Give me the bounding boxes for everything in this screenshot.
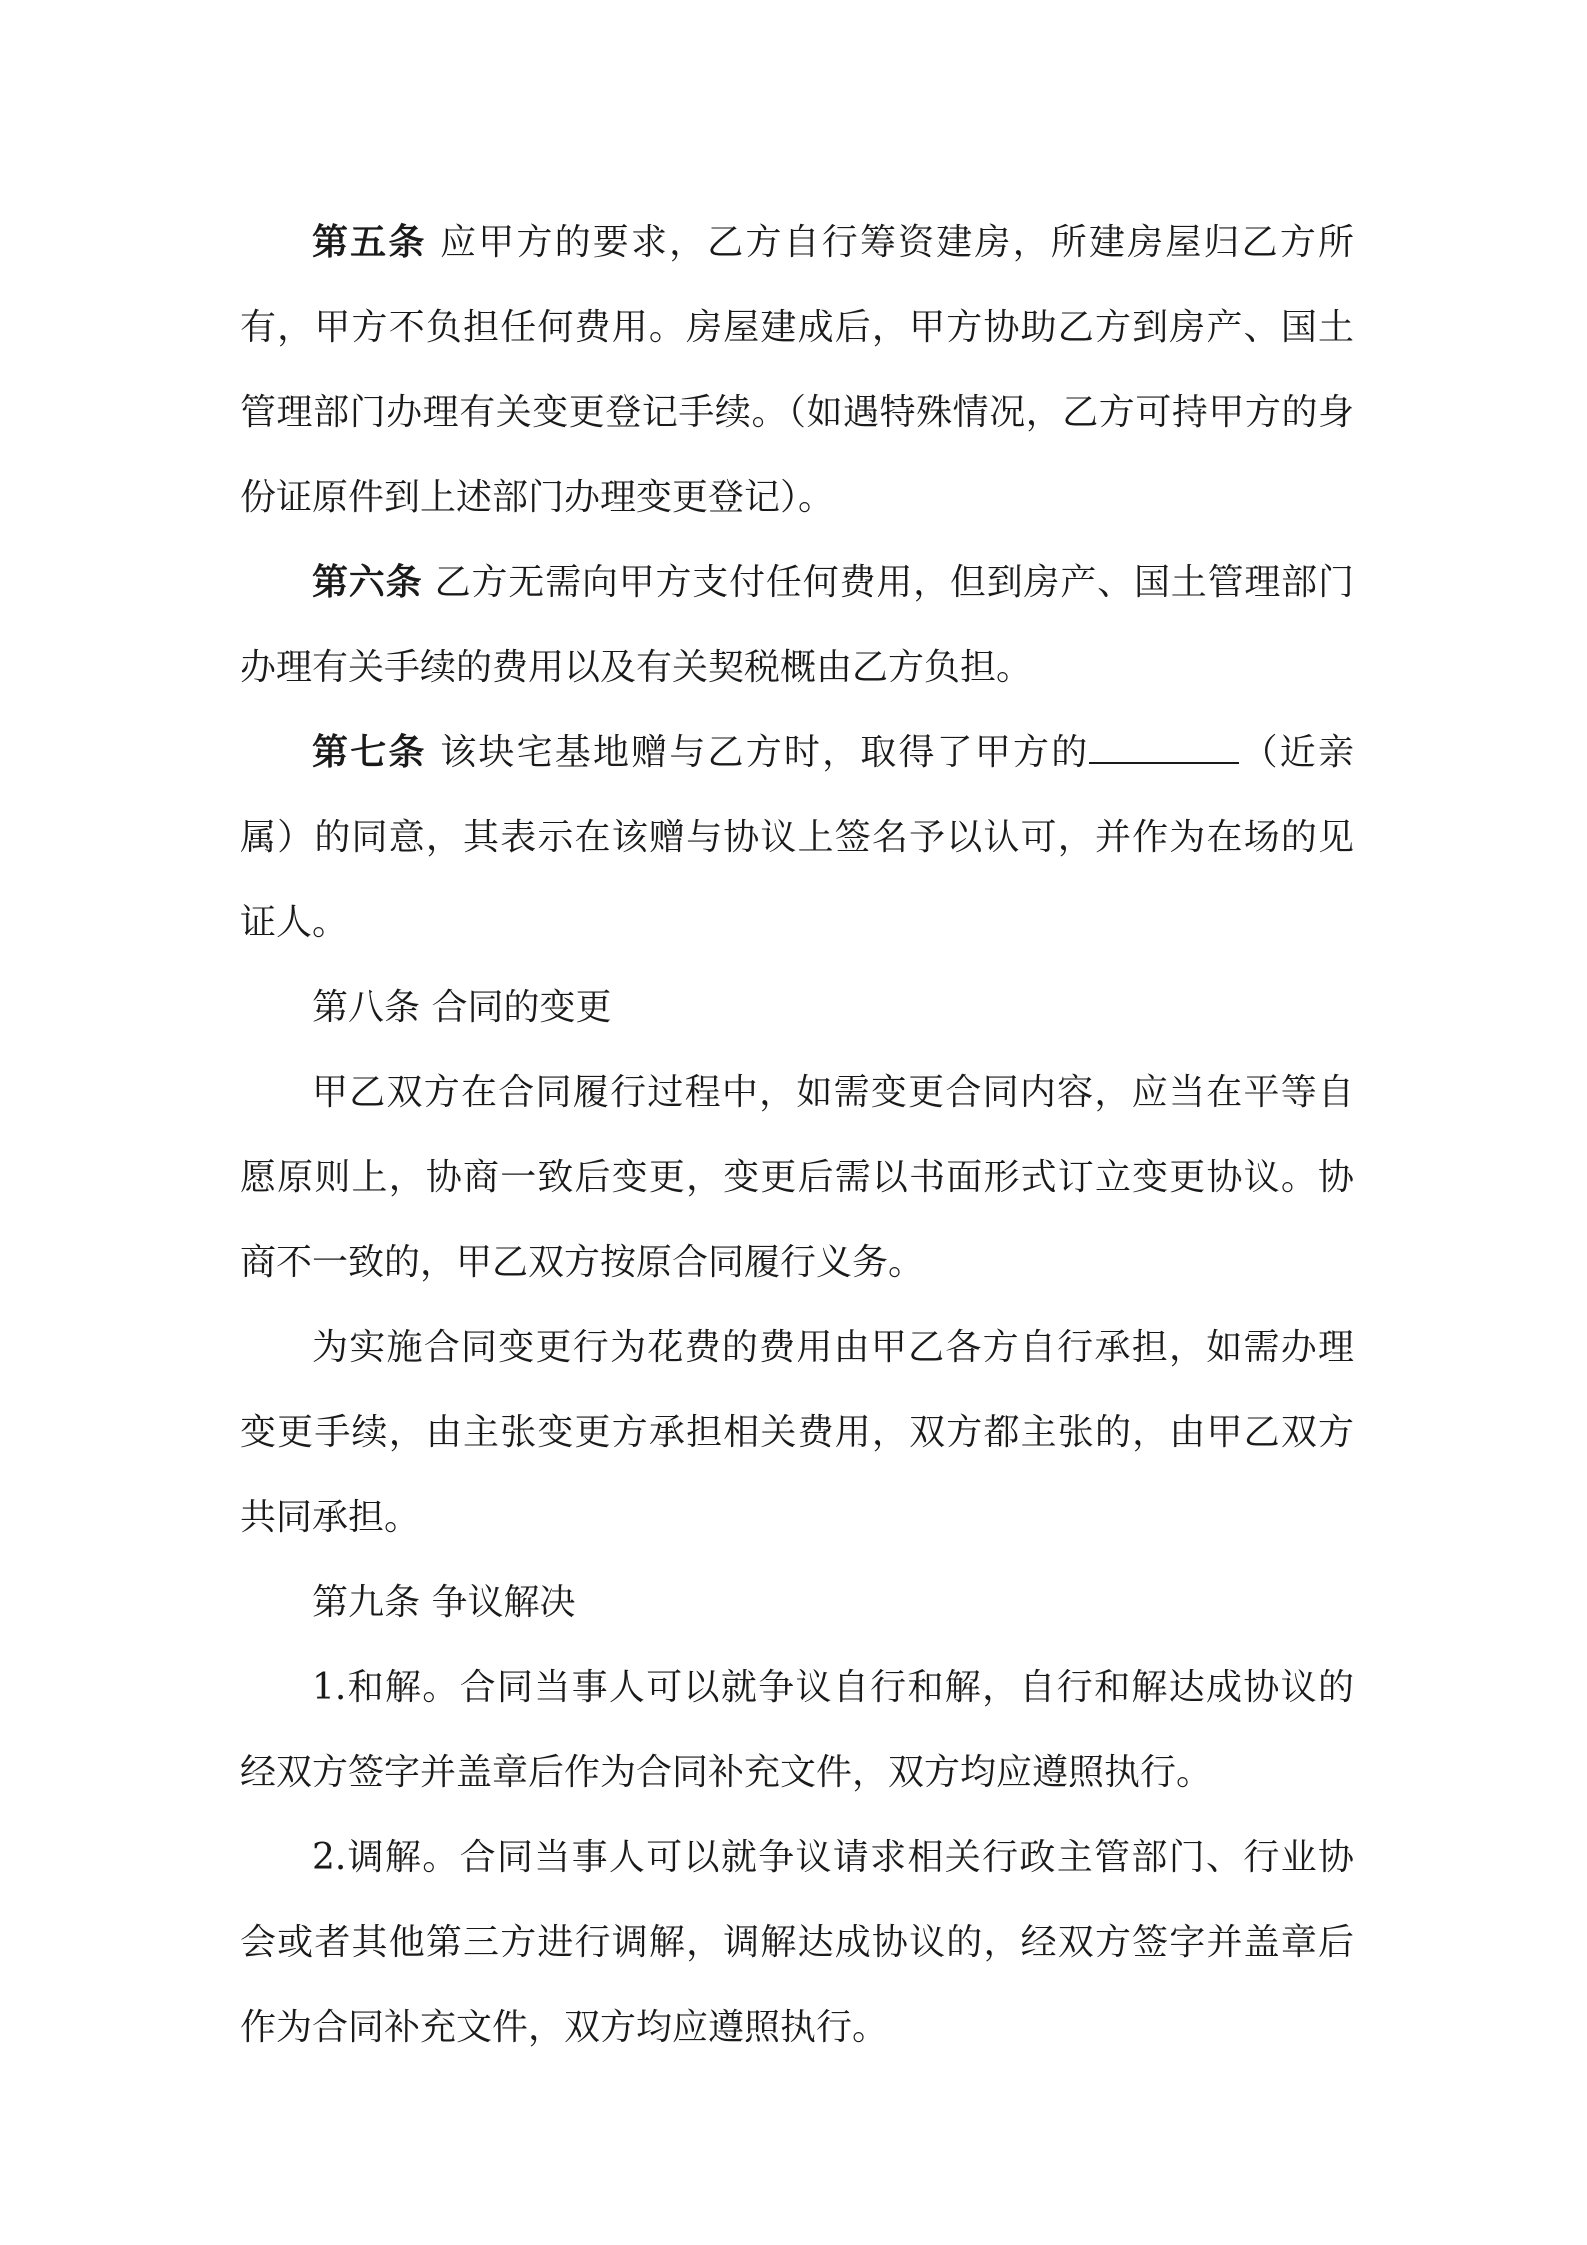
article-5-heading: 第五条 [312,221,427,263]
article-9-paragraph: 2.调解。合同当事人可以就争议请求相关行政主管部门、行业协会或者其他第三方进行调解，调解达成协议的，经双方签字并盖章后作为合同补充文件，双方均应遵照执行。 [240,1837,1354,2048]
article-9-paragraph: 1.和解。合同当事人可以就争议自行和解，自行和解达成协议的经双方签字并盖章后作为合同补充文件，双方均应遵照执行。 [240,1667,1354,1793]
article-9-title [240,1560,1354,1645]
article-8-paragraph: 甲乙双方在合同履行过程中，如需变更合同内容，应当在平等自愿原则上，协商一致后变更，变更后需以书面形式订立变更协议。协商不一致的，甲乙双方按原合同履行义务。 [240,1072,1354,1283]
article-6-heading: 第六条 [312,561,423,603]
article-7 [240,710,1354,965]
article-9-title-text: 争议解决 [420,1582,576,1623]
article-6 [240,540,1354,710]
article-8-title [240,965,1354,1050]
article-8-title-text: 合同的变更 [420,987,612,1028]
relative-name-blank [1089,734,1239,764]
article-9-heading: 第九条 [312,1582,421,1623]
article-8-paragraph: 为实施合同变更行为花费的费用由甲乙各方自行承担，如需办理变更手续，由主张变更方承担相关费用，双方都主张的，由甲乙双方共同承担。 [240,1327,1354,1538]
article-7-heading: 第七条 [312,731,427,773]
document-body [240,200,1354,2070]
article-6-text: 乙方无需向甲方支付任何费用，但到房产、国土管理部门办理有关手续的费用以及有关契税概由乙方负担。 [240,562,1354,688]
article-8-heading: 第八条 [312,987,421,1028]
article-5 [240,200,1354,540]
article-5-text: 应甲方的要求，乙方自行筹资建房，所建房屋归乙方所有，甲方不负担任何费用。房屋建成后，甲方协助乙方到房产、国土管理部门办理有关变更登记手续。（如遇特殊情况，乙方可持甲方的身份证原件到上述部门办理变更登记）。 [240,222,1354,518]
article-7-text-after: （近亲属）的同意，其表示在该赠与协议上签名予以认可，并作为在场的见证人。 [240,732,1354,943]
article-7-text-before: 该块宅基地赠与乙方时，取得了甲方的 [426,732,1090,773]
